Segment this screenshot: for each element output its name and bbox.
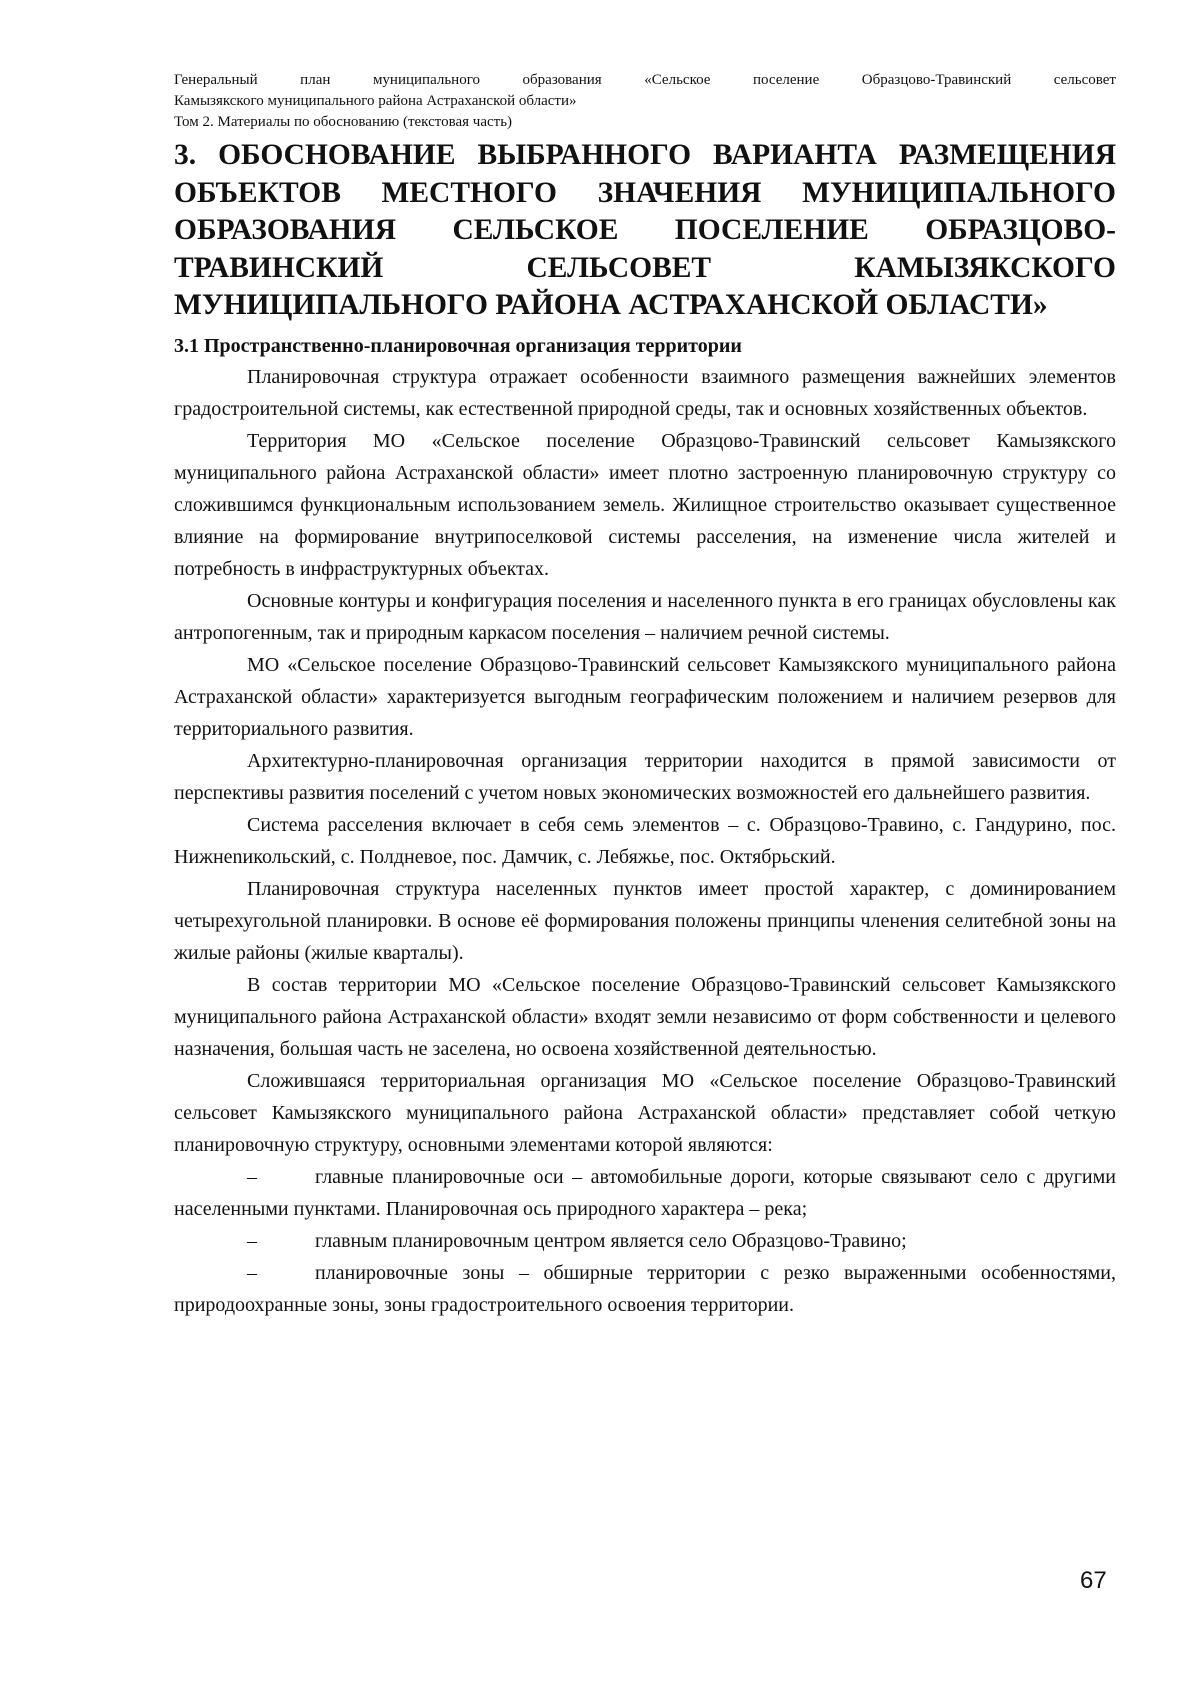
chapter-title-line: ОБРАЗОВАНИЯ СЕЛЬСКОЕ ПОСЕЛЕНИЕ ОБРАЗЦОВО-: [174, 214, 1116, 246]
list-item-text: главным планировочным центром является село Образцово-Травино;: [315, 1229, 907, 1252]
list-item-text: главные планировочные оси – автомобильные дороги, которые связывают село с другими населенными пунктами. Планировочная ось природного характера – река;: [174, 1165, 1116, 1220]
paragraph: МО «Сельское поселение Образцово-Травинский сельсовет Камызякского муниципального района Астраханской области» характеризуется выгодным географическим положением и наличием резервов для территориального развития.: [174, 653, 1116, 740]
paragraph: Сложившаяся территориальная организация МО «Сельское поселение Образцово-Травинский сельсовет Камызякского муниципального района Астраханской области» представляет собой четкую планировочную структуру, основными элементами которой являются:: [174, 1069, 1116, 1156]
chapter-title-line: МУНИЦИПАЛЬНОГО РАЙОНА АСТРАХАНСКОЙ ОБЛАСТИ»: [174, 289, 1048, 321]
section-title: 3.1 Пространственно-планировочная организация территории: [174, 334, 742, 357]
page-number: 67: [1080, 1567, 1107, 1594]
chapter-title-line: ТРАВИНСКИЙ СЕЛЬСОВЕТ КАМЫЗЯКСКОГО: [174, 251, 1116, 284]
paragraph: Территория МО «Сельское поселение Образцово-Травинский сельсовет Камызякского муниципального района Астраханской области» имеет плотно застроенную планировочную структуру со сложившимся функциональным использованием земель. Жилищное строительство оказывает существенное влияние на формирование внутрипоселковой системы расселения, на изменение числа жителей и потребность в инфраструктурных объектах.: [174, 429, 1116, 580]
chapter-title-line: ОБЪЕКТОВ МЕСТНОГО ЗНАЧЕНИЯ МУНИЦИПАЛЬНОГО: [174, 176, 1116, 209]
running-header: [174, 70, 1116, 133]
list-item: [174, 1225, 1116, 1257]
list-item: [174, 1161, 1116, 1225]
list-marker: –: [247, 1229, 257, 1252]
paragraph: Планировочная структура населенных пунктов имеет простой характер, с доминированием четырехугольной планировки. В основе её формирования положены принципы членения селитебной зоны на жилые районы (жилые кварталы).: [174, 877, 1116, 964]
paragraph: Основные контуры и конфигурация поселения и населенного пункта в его границах обусловлены как антропогенным, так и природным каркасом поселения – наличием речной системы.: [174, 589, 1116, 644]
header-line-2: Камызякского муниципального района Астраханской области»: [174, 93, 577, 109]
list-marker: –: [247, 1165, 257, 1188]
list-item: [174, 1257, 1116, 1321]
header-line-3: Том 2. Материалы по обоснованию (текстовая часть): [174, 114, 513, 130]
chapter-title-line: 3. ОБОСНОВАНИЕ ВЫБРАННОГО ВАРИАНТА РАЗМЕЩЕНИЯ: [174, 139, 1116, 171]
document-page: [174, 70, 1116, 1321]
paragraph: В состав территории МО «Сельское поселение Образцово-Травинский сельсовет Камызякского муниципального района Астраханской области» входят земли независимо от форм собственности и целевого назначения, большая часть не заселена, но освоена хозяйственной деятельностью.: [174, 973, 1116, 1060]
list-item-text: планировочные зоны – обширные территории с резко выраженными особенностями, природоохранные зоны, зоны градостроительного освоения территории.: [174, 1261, 1116, 1316]
paragraph: Система расселения включает в себя семь элементов – с. Образцово-Травино, с. Гандурино, пос. Нижнеnикольский, с. Полдневое, пос. Дамчик, с. Лебяжье, пос. Октябрьский.: [174, 813, 1116, 868]
paragraph: Планировочная структура отражает особенности взаимного размещения важнейших элементов градостроительной системы, как естественной природной среды, так и основных хозяйственных объектов.: [174, 365, 1116, 420]
header-line-1: Генеральный план муниципального образования «Сельское поселение Образцово-Травинский сельсовет: [174, 72, 1116, 88]
list-marker: –: [247, 1261, 257, 1284]
paragraph: Архитектурно-планировочная организация территории находится в прямой зависимости от перспективы развития поселений с учетом новых экономических возможностей его дальнейшего развития.: [174, 749, 1116, 804]
chapter-title: [174, 137, 1116, 325]
